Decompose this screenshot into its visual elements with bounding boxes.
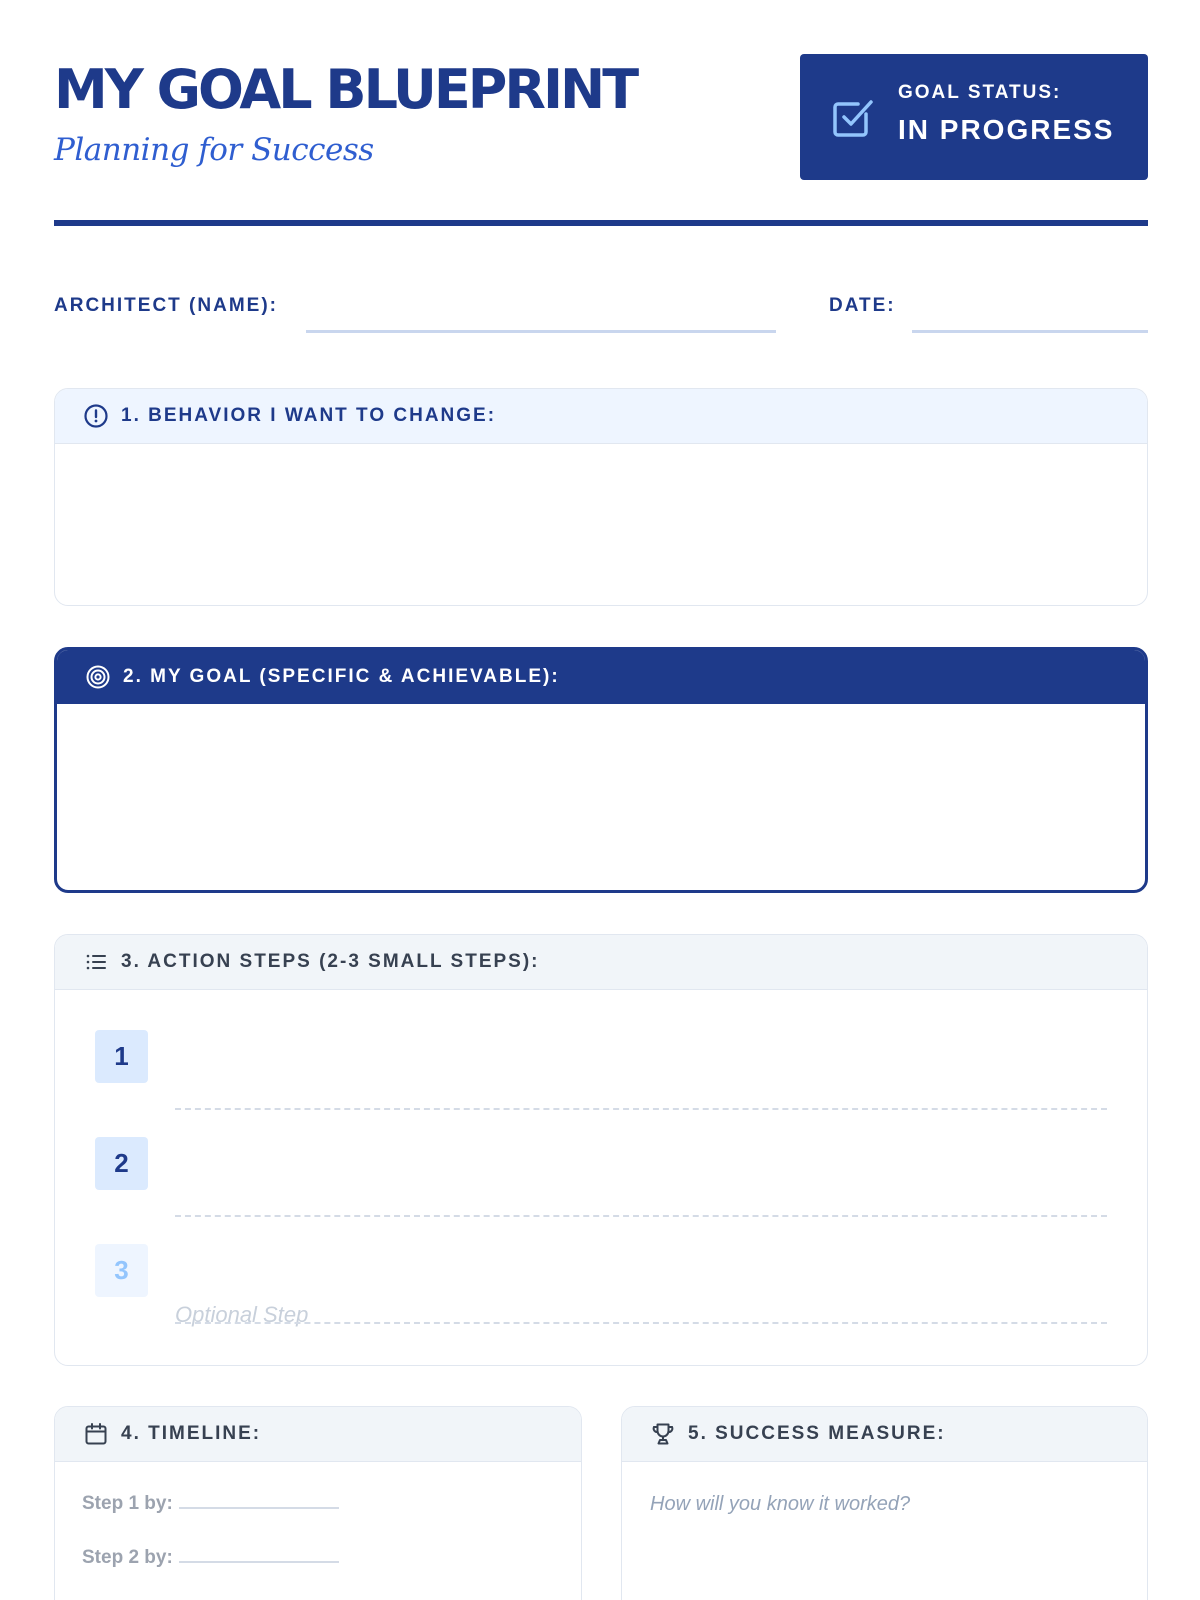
- timeline-row-2: [82, 1547, 339, 1569]
- trophy-icon: [650, 1421, 676, 1447]
- timeline-section-header: [55, 1407, 581, 1462]
- date-label: DATE:: [829, 295, 896, 316]
- name-label: ARCHITECT (NAME):: [54, 295, 278, 316]
- step-1-input[interactable]: [175, 1108, 1107, 1110]
- header-divider: [54, 220, 1148, 226]
- success-measure-section-header: [622, 1407, 1147, 1462]
- behavior-section: [54, 388, 1148, 606]
- page-title: MY GOAL BLUEPRINT: [54, 58, 637, 121]
- goal-status-badge: [800, 54, 1148, 180]
- behavior-section-header: [55, 389, 1147, 444]
- success-measure-section: [621, 1406, 1148, 1600]
- action-steps-section-title: 3. ACTION STEPS (2-3 SMALL STEPS):: [121, 951, 540, 972]
- step-2-input[interactable]: [175, 1215, 1107, 1217]
- timeline-row-1-label: Step 1 by:: [82, 1493, 173, 1514]
- action-steps-section: [54, 934, 1148, 1366]
- success-measure-section-title: 5. SUCCESS MEASURE:: [688, 1423, 946, 1444]
- date-field[interactable]: [912, 330, 1148, 333]
- step-number-badge: 3: [95, 1244, 148, 1297]
- goal-section-title: 2. MY GOAL (SPECIFIC & ACHIEVABLE):: [123, 666, 560, 687]
- action-steps-section-header: [55, 935, 1147, 990]
- timeline-section: [54, 1406, 582, 1600]
- step-3-placeholder: Optional Step: [175, 1302, 309, 1327]
- goal-status-value: IN PROGRESS: [898, 114, 1115, 145]
- target-icon: [85, 664, 111, 690]
- goal-section-header: [57, 650, 1145, 704]
- alert-circle-icon: [83, 403, 109, 429]
- timeline-step-1-input[interactable]: [179, 1495, 339, 1509]
- name-field[interactable]: [306, 330, 776, 333]
- step-number-badge: 1: [95, 1030, 148, 1083]
- goal-status-label: GOAL STATUS:: [898, 82, 1062, 103]
- success-measure-placeholder[interactable]: How will you know it worked?: [650, 1493, 911, 1515]
- timeline-row-1: [82, 1493, 339, 1515]
- goal-section: [54, 647, 1148, 893]
- page-subtitle: Planning for Success: [54, 132, 374, 168]
- timeline-step-2-input[interactable]: [179, 1549, 339, 1563]
- calendar-icon: [83, 1421, 109, 1447]
- step-number-badge: 2: [95, 1137, 148, 1190]
- step-3-input[interactable]: [175, 1322, 1107, 1324]
- list-icon: [83, 949, 109, 975]
- behavior-section-title: 1. BEHAVIOR I WANT TO CHANGE:: [121, 405, 497, 426]
- goal-input-area[interactable]: [57, 704, 1145, 890]
- timeline-section-title: 4. TIMELINE:: [121, 1423, 262, 1444]
- checkbox-checked-icon: [828, 92, 878, 142]
- timeline-row-2-label: Step 2 by:: [82, 1547, 173, 1568]
- behavior-input-area[interactable]: [55, 444, 1147, 606]
